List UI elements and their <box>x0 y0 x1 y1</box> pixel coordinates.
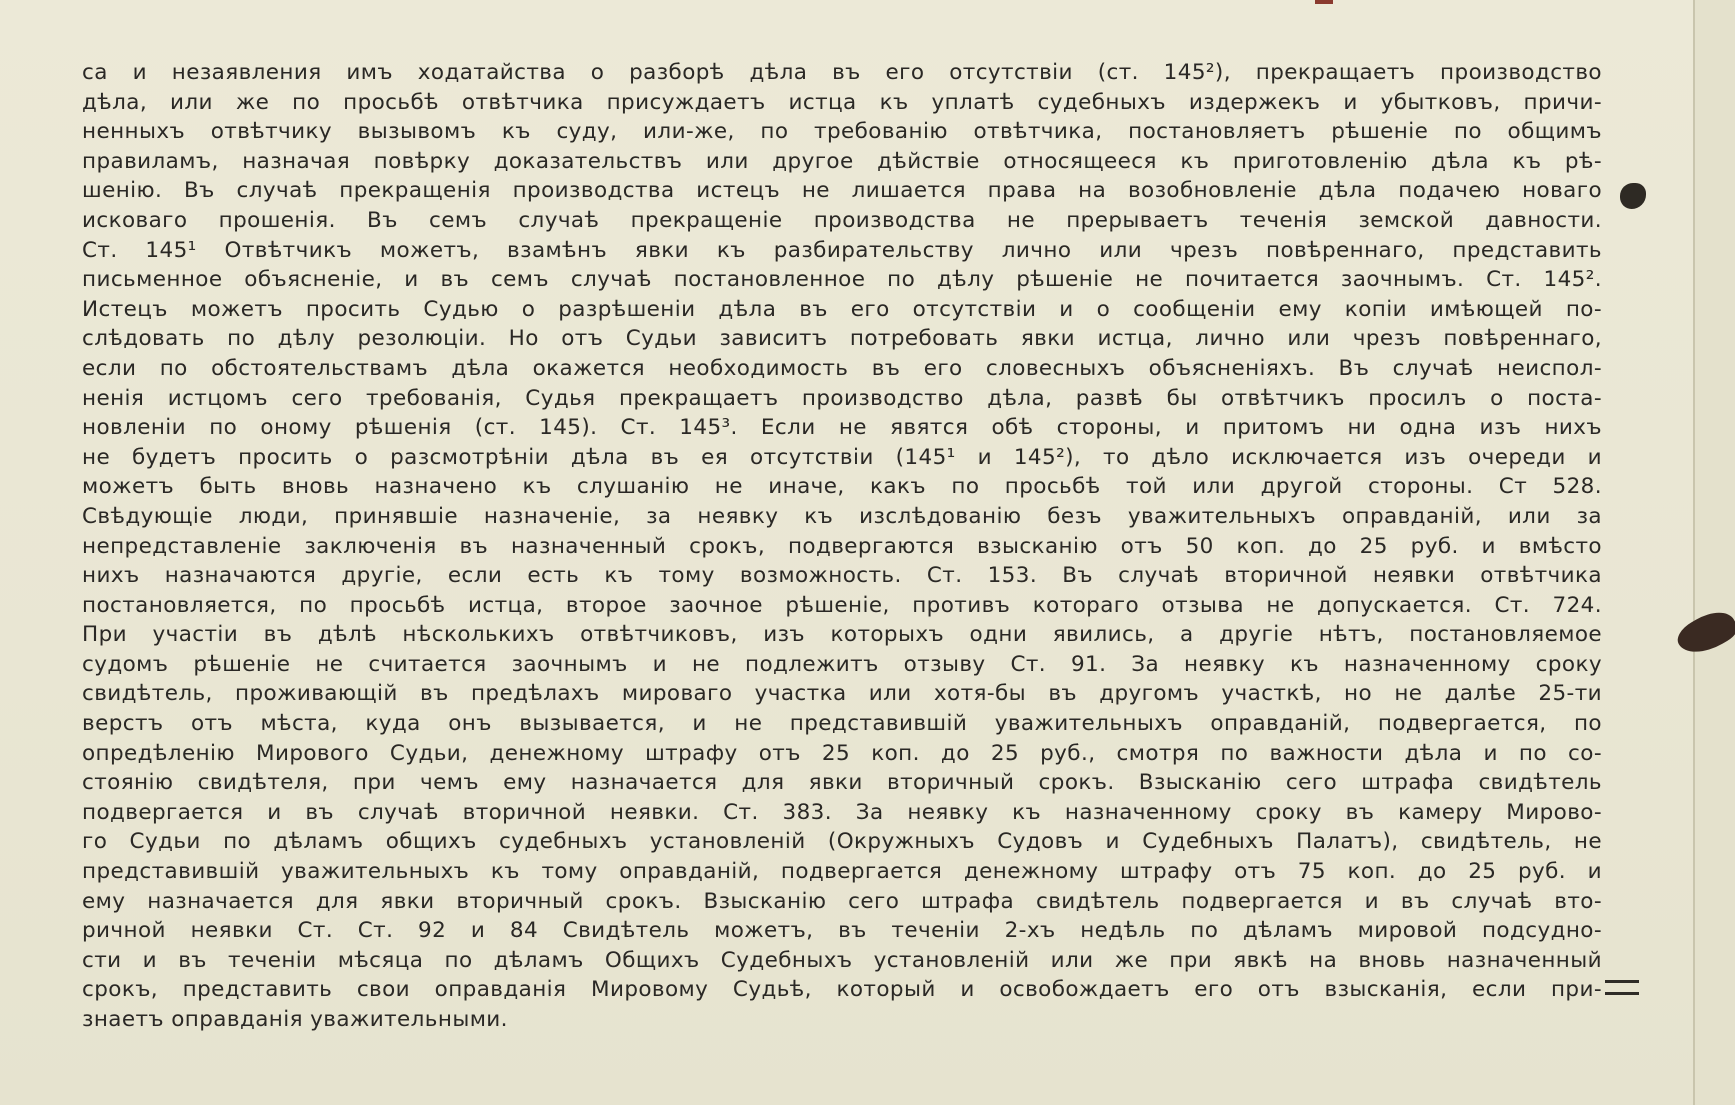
text-line: срокъ, представить свои оправданія Мировому Судьѣ, который и освобождаетъ его отъ взысканія, если при- <box>82 977 1602 1003</box>
text-line: представившій уважительныхъ къ тому оправданій, подвергается денежному штрафу отъ 75 коп. до 25 руб. и <box>82 859 1602 885</box>
ink-blot <box>1620 183 1646 209</box>
text-line: ненныхъ отвѣтчику вызывомъ къ суду, или-же, по требованію отвѣтчика, постановляетъ рѣшеніе по общимъ <box>82 119 1602 145</box>
text-line: знаетъ оправданія уважительными. <box>82 1007 508 1032</box>
text-line: ричной неявки Ст. Ст. 92 и 84 Свидѣтель можетъ, въ теченіи 2-хъ недѣль по дѣламъ мировой подсудно- <box>82 918 1602 944</box>
text-line: стоянію свидѣтеля, при чемъ ему назначается для явки вторичный срокъ. Взысканію сего штрафа свидѣтель <box>82 770 1602 796</box>
text-line: При участіи въ дѣлѣ нѣсколькихъ отвѣтчиковъ, изъ которыхъ одни явились, а другіе нѣтъ, постановляемое <box>82 622 1602 648</box>
text-line: правиламъ, назначая повѣрку доказательствъ или другое дѣйствіе относящееся къ приготовленію дѣла къ рѣ- <box>82 148 1602 174</box>
text-line: исковаго прошенія. Въ семъ случаѣ прекращеніе производства не прерываетъ теченія земской давности. <box>82 207 1602 233</box>
text-line: дѣла, или же по просьбѣ отвѣтчика присуждаетъ истца къ уплатѣ судебныхъ издержекъ и убытковъ, причи- <box>82 89 1602 115</box>
text-line: подвергается и въ случаѣ вторичной неявки. Ст. 383. За неявку къ назначенному сроку въ камеру Мирово- <box>82 799 1602 825</box>
text-line: Истецъ можетъ просить Судью о разрѣшеніи дѣла въ его отсутствіи и о сообщеніи ему копіи имѣющей по- <box>82 296 1602 322</box>
text-line: Свѣдующіе люди, принявшіе назначеніе, за неявку къ изслѣдованію безъ уважительныхъ оправданій, или за <box>82 503 1602 529</box>
text-line: непредставленіе заключенія въ назначенный срокъ, подвергаются взысканію отъ 50 коп. до 25 руб. и вмѣсто <box>82 533 1602 559</box>
text-line: Ст. 145¹ Отвѣтчикъ можетъ, взамѣнъ явки къ разбирательству лично или чрезъ повѣреннаго, представить <box>82 237 1602 263</box>
page-edge <box>1693 0 1735 1105</box>
text-line: можетъ быть вновь назначено къ слушанію не иначе, какъ по просьбѣ той или другой стороны. Ст 528. <box>82 474 1602 500</box>
text-line: верстъ отъ мѣста, куда онъ вызывается, и не представившій уважительныхъ оправданій, подвергается, по <box>82 711 1602 737</box>
text-line: опредѣленію Мирового Судьи, денежному штрафу отъ 25 коп. до 25 руб., смотря по важности дѣла и по со- <box>82 740 1602 766</box>
text-line: нихъ назначаются другіе, если есть къ тому возможность. Ст. 153. Въ случаѣ вторичной неявки отвѣтчика <box>82 563 1602 589</box>
text-line: судомъ рѣшеніе не считается заочнымъ и не подлежитъ отзыву Ст. 91. За неявку къ назначенному сроку <box>82 651 1602 677</box>
text-line: если по обстоятельствамъ дѣла окажется необходимость въ его словесныхъ объясненіяхъ. Въ случаѣ неиспол- <box>82 355 1602 381</box>
text-line: го Судьи по дѣламъ общихъ судебныхъ установленій (Окружныхъ Судовъ и Судебныхъ Палатъ), свидѣтель, не <box>82 829 1602 855</box>
text-line: свидѣтель, проживающій въ предѣлахъ мироваго участка или хотя-бы въ другомъ участкѣ, но не далѣе 25-ти <box>82 681 1602 707</box>
edge-mark <box>1315 0 1333 4</box>
ink-mark <box>1605 980 1639 995</box>
text-line: сти и въ теченіи мѣсяца по дѣламъ Общихъ Судебныхъ установленій или же при явкѣ на вновь назначенный <box>82 947 1602 973</box>
text-line: ему назначается для явки вторичный срокъ. Взысканію сего штрафа свидѣтель подвергается и въ случаѣ вто- <box>82 888 1602 914</box>
text-line: постановляется, по просьбѣ истца, второе заочное рѣшеніе, противъ котораго отзыва не допускается. Ст. 724. <box>82 592 1602 618</box>
text-line: са и незаявления имъ ходатайства о разборѣ дѣла въ его отсутствіи (ст. 145²), прекращаетъ производство <box>82 60 1602 85</box>
text-line: слѣдовать по дѣлу резолюціи. Но отъ Судьи зависитъ потребовать явки истца, лично или чрезъ повѣреннаго, <box>82 326 1602 352</box>
text-line: шенію. Въ случаѣ прекращенія производства истецъ не лишается права на возобновленіе дѣла подачею новаго <box>82 178 1602 204</box>
text-line: не будетъ просить о разсмотрѣніи дѣла въ ея отсутствіи (145¹ и 145²), то дѣло исключается изъ очереди и <box>82 444 1602 470</box>
text-line: новленіи по оному рѣшенія (ст. 145). Ст. 145³. Если не явятся обѣ стороны, и притомъ ни одна изъ нихъ <box>82 415 1602 441</box>
text-line: письменное объясненіе, и въ семъ случаѣ постановленное по дѣлу рѣшеніе не почитается заочнымъ. Ст. 145². <box>82 267 1602 293</box>
text-line: ненія истцомъ сего требованія, Судья прекращаетъ производство дѣла, развѣ бы отвѣтчикъ просилъ о поста- <box>82 385 1602 411</box>
document-text <box>82 58 1602 1035</box>
